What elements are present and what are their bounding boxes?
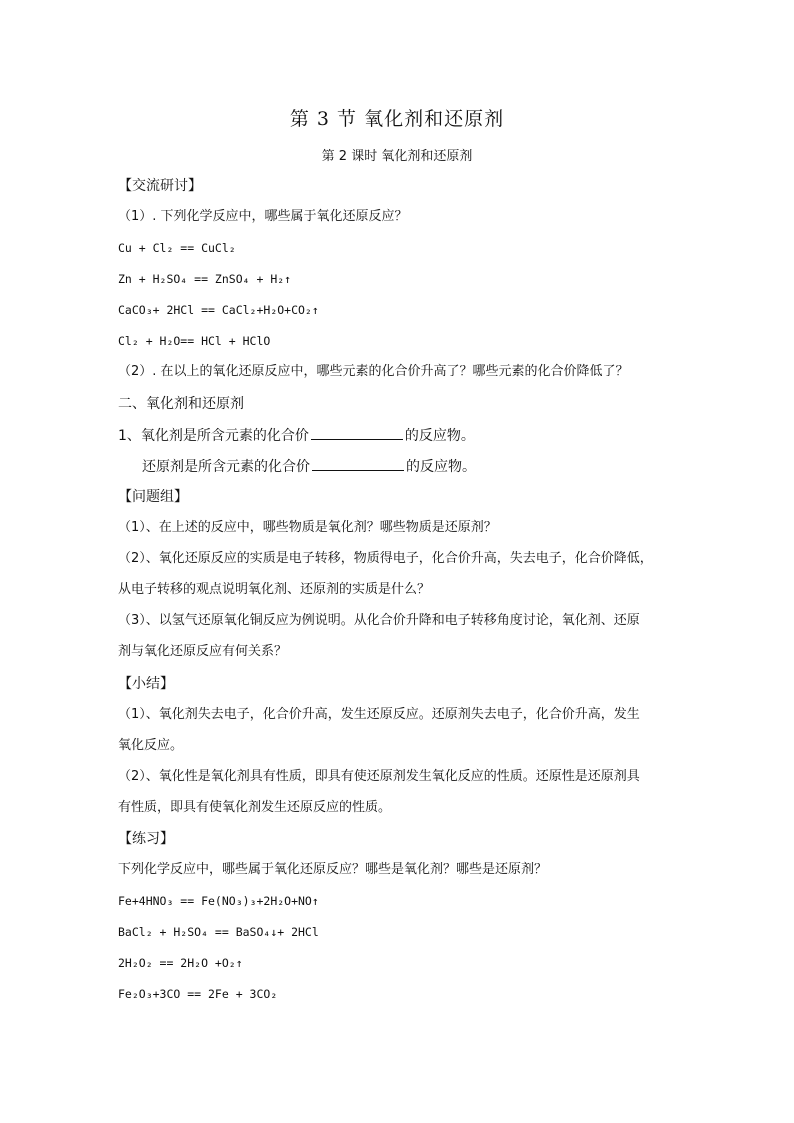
- section-practice-heading: 【练习】: [118, 831, 174, 847]
- equation-4: Cl₂ + H₂O== HCl + HClO: [118, 334, 271, 348]
- summary-1-line-1: （1）、氧化剂失去电子，化合价升高，发生还原反应。还原剂失去电子，化合价升高，发生: [118, 707, 640, 722]
- problem-3-line-2: 剂与氧化还原反应有何关系？: [118, 644, 288, 659]
- equation-3: CaCO₃+ 2HCl == CaCl₂+H₂O+CO₂↑: [118, 303, 319, 317]
- definition-reductant-text: 还原剂是所含元素的化合价: [142, 459, 310, 475]
- definition-reductant-suffix: 的反应物。: [406, 459, 476, 475]
- section-exchange-heading: 【交流研讨】: [118, 178, 202, 194]
- problem-3-line-1: （3）、以氢气还原氧化铜反应为例说明。从化合价升降和电子转移角度讨论，氧化剂、还原: [118, 613, 640, 628]
- practice-equation-2: BaCl₂ + H₂SO₄ == BaSO₄↓+ 2HCl: [118, 925, 319, 939]
- practice-equation-3: 2H₂O₂ == 2H₂O +O₂↑: [118, 956, 243, 970]
- practice-equation-4: Fe₂O₃+3CO == 2Fe + 3CO₂: [118, 987, 278, 1001]
- fill-blank-oxidant[interactable]: [311, 425, 403, 440]
- section-summary-heading: 【小结】: [118, 676, 174, 692]
- lesson-subtitle: 第 2 课时 氧化剂和还原剂: [321, 149, 473, 164]
- definition-reductant: [142, 456, 702, 477]
- summary-2-line-1: （2）、氧化性是氧化剂具有性质，即具有使还原剂发生氧化反应的性质。还原性是还原剂具: [118, 769, 640, 784]
- definition-oxidant-suffix: 的反应物。: [404, 428, 475, 444]
- section-questions-heading: 【问题组】: [118, 489, 188, 505]
- definition-oxidant: [118, 425, 678, 446]
- question-2: （2）. 在以上的氧化还原反应中，哪些元素的化合价升高了？哪些元素的化合价降低了？: [118, 364, 629, 379]
- problem-2-line-2: 从电子转移的观点说明氧化剂、还原剂的实质是什么？: [118, 582, 431, 597]
- equation-2: Zn + H₂SO₄ == ZnSO₄ + H₂↑: [118, 272, 292, 286]
- heading-oxidant-reductant: 二、氧化剂和还原剂: [118, 396, 244, 412]
- problem-1: （1）、在上述的反应中，哪些物质是氧化剂？哪些物质是还原剂？: [118, 520, 497, 535]
- page-title: 第 3 节 氧化剂和还原剂: [289, 108, 505, 130]
- fill-blank-reductant[interactable]: [312, 456, 404, 471]
- question-1: （1）. 下列化学反应中，哪些属于氧化还原反应？: [118, 209, 408, 224]
- summary-2-line-2: 有性质，即具有使氧化剂发生还原反应的性质。: [118, 800, 392, 815]
- summary-1-line-2: 氧化反应。: [118, 738, 184, 753]
- problem-2-line-1: （2）、氧化还原反应的实质是电子转移，物质得电子，化合价升高，失去电子，化合价降低，: [118, 551, 653, 566]
- practice-question: 下列化学反应中，哪些属于氧化还原反应？哪些是氧化剂？哪些是还原剂？: [118, 862, 548, 877]
- definition-oxidant-text: 1、氧化剂是所含元素的化合价: [118, 428, 309, 444]
- equation-1: Cu + Cl₂ == CuCl₂: [118, 241, 236, 255]
- practice-equation-1: Fe+4HNO₃ == Fe(NO₃)₃+2H₂O+NO↑: [118, 894, 319, 908]
